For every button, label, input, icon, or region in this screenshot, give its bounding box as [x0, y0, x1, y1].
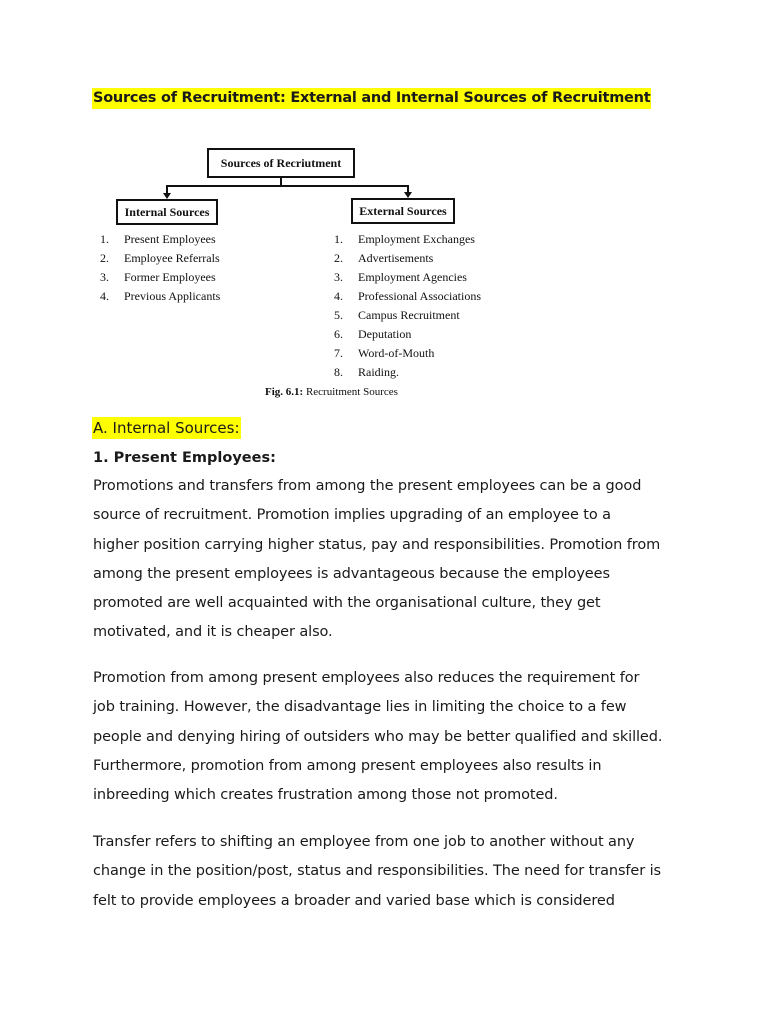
paragraph-3 — [93, 828, 733, 916]
list-item-text: Raiding. — [358, 365, 399, 379]
list-item-number: 4. — [334, 289, 343, 303]
paragraph-line: motivated, and it is cheaper also. — [93, 624, 333, 641]
caption-label: Fig. 6.1: — [265, 386, 304, 398]
list-item-text: Professional Associations — [358, 289, 481, 303]
list-item-text: Campus Recruitment — [358, 308, 460, 322]
external-sources-box: External Sources — [351, 198, 455, 224]
paragraph-line: Furthermore, promotion from among present employees also results in — [93, 757, 602, 774]
internal-sources-box: Internal Sources — [116, 199, 218, 225]
list-item-text: Previous Applicants — [124, 289, 221, 303]
paragraph-line: Transfer refers to shifting an employee from one job to another without any — [93, 834, 635, 850]
paragraph-line: among the present employees is advantageous because the employees — [93, 565, 610, 582]
list-item-number: 3. — [100, 270, 109, 284]
paragraph-line: source of recruitment. Promotion implies upgrading of an employee to a — [93, 507, 611, 524]
list-item-text: Advertisements — [358, 251, 434, 265]
section-heading: A. Internal Sources: — [93, 419, 240, 437]
list-item-number: 1. — [334, 232, 343, 246]
list-item-number: 7. — [334, 346, 343, 360]
paragraph-line: felt to provide employees a broader and varied base which is considered — [93, 892, 615, 909]
paragraph-line: inbreeding which creates frustration among those not promoted. — [93, 787, 558, 804]
list-item-text: Word-of-Mouth — [358, 346, 435, 360]
list-item-number: 5. — [334, 308, 343, 322]
sub-heading: 1. Present Employees: — [93, 450, 276, 466]
paragraph-line: Promotions and transfers from among the present employees can be a good — [93, 478, 642, 494]
paragraph-line: promoted are well acquainted with the organisational culture, they get — [93, 595, 601, 612]
list-item-text: Deputation — [358, 327, 412, 341]
page-title: Sources of Recruitment: External and Internal Sources of Recruitment — [92, 88, 651, 109]
paragraph-line: job training. However, the disadvantage lies in limiting the choice to a few — [93, 699, 627, 716]
list-item-number: 3. — [334, 270, 343, 284]
list-item-number: 8. — [334, 365, 343, 379]
paragraph-line: change in the position/post, status and responsibilities. The need for transfer is — [93, 863, 661, 880]
paragraph-line: people and denying hiring of outsiders who may be better qualified and skilled. — [93, 728, 663, 745]
list-item-number: 1. — [100, 232, 109, 246]
list-item-text: Employment Exchanges — [358, 232, 475, 246]
caption-text: Recruitment Sources — [303, 386, 398, 398]
root-box: Sources of Recriutment — [207, 148, 355, 178]
paragraph-line: higher position carrying higher status, pay and responsibilities. Promotion from — [93, 536, 661, 553]
paragraph-2 — [93, 664, 733, 810]
list-item-number: 6. — [334, 327, 343, 341]
figure-caption — [265, 386, 398, 398]
list-item-number: 4. — [100, 289, 109, 303]
recruitment-sources-figure — [0, 0, 768, 410]
list-item-text: Employee Referrals — [124, 251, 220, 265]
list-item-text: Present Employees — [124, 232, 216, 246]
paragraph-line: Promotion from among present employees also reduces the requirement for — [93, 670, 640, 686]
paragraph-1 — [93, 472, 733, 648]
connector-horizontal — [166, 185, 409, 187]
list-item-number: 2. — [334, 251, 343, 265]
list-item-number: 2. — [100, 251, 109, 265]
list-item-text: Former Employees — [124, 270, 216, 284]
list-item-text: Employment Agencies — [358, 270, 467, 284]
